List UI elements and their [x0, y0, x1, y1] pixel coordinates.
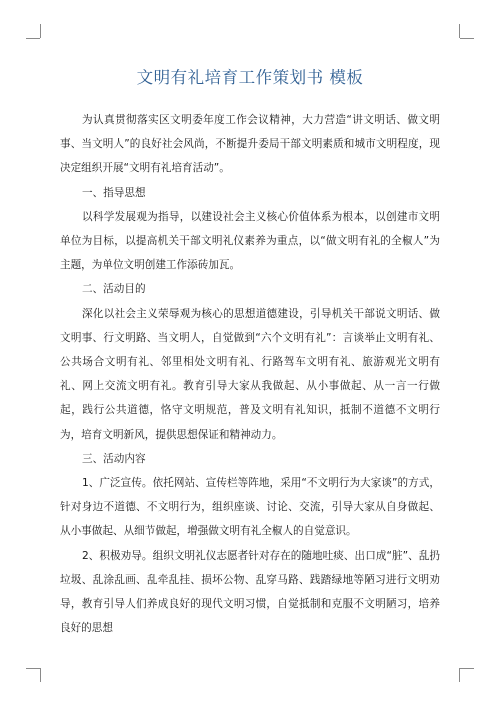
crop-mark-bottom-right-h [460, 668, 474, 669]
paragraph-guiding-ideology: 以科学发展观为指导，以建设社会主义核心价值体系为根本，以创建市文明单位为目标，以提高机关干部文明礼仪素养为重点，以“做文明有礼的全椒人”为主题，为单位文明创建工作添砖加瓦。 [60, 210, 440, 272]
paragraph-content-2: 2、积极劝导。组织文明礼仪志愿者针对存在的随地吐痰、出口成“脏”、乱扔垃圾、乱涂乱画、乱牵乱挂、损坏公物、乱穿马路、践踏绿地等陋习进行文明劝导，教育引导人们养成良好的现代文明习惯，自觉抵制和克服不文明陋习，培养良好的思想 [60, 549, 440, 635]
document-title: 文明有礼培育工作策划书 模板 [136, 68, 364, 87]
crop-mark-top-right-v [459, 24, 460, 38]
section-heading-content: 三、活动内容 [82, 452, 146, 465]
crop-mark-top-left-v [40, 24, 41, 38]
crop-mark-bottom-right-v [459, 668, 460, 682]
crop-mark-bottom-left-h [26, 668, 40, 669]
paragraph-purpose: 深化以社会主义荣辱观为核心的思想道德建设，引导机关干部说文明话、做文明事、行文明路、当文明人，自觉做到“六个文明有礼”：言谈举止文明有礼、公共场合文明有礼、邻里相处文明有礼、行路驾车文明有礼、旅游观光文明有礼、网上交流文明有礼。教育引导大家从我做起、从小事做起、从一言一行做起，践行公共道德，恪守文明规范，普及文明有礼知识，抵制不道德不文明行为，培育文明新风，提供思想保证和精神动力。 [60, 307, 440, 441]
document-body [60, 108, 440, 640]
paragraph-intro: 为认真贯彻落实区文明委年度工作会议精神，大力营造“讲文明话、做文明事、当文明人”的良好社会风尚，不断提升委局干部文明素质和城市文明程度，现决定组织开展“文明有礼培育活动”。 [60, 114, 440, 175]
crop-mark-bottom-left-v [40, 668, 41, 682]
crop-mark-top-right-h [460, 38, 474, 39]
paragraph-content-1: 1、广泛宣传。依托网站、宣传栏等阵地，采用“不文明行为大家谈”的方式，针对身边不道德、不文明行为，组织座谈、讨论、交流，引导大家从自身做起、从小事做起、从细节做起，增强做文明有礼全椒人的自觉意识。 [60, 477, 440, 538]
crop-mark-top-left-h [26, 38, 40, 39]
section-heading-purpose: 二、活动目的 [82, 283, 146, 296]
section-heading-guiding-ideology: 一、指导思想 [82, 186, 146, 199]
